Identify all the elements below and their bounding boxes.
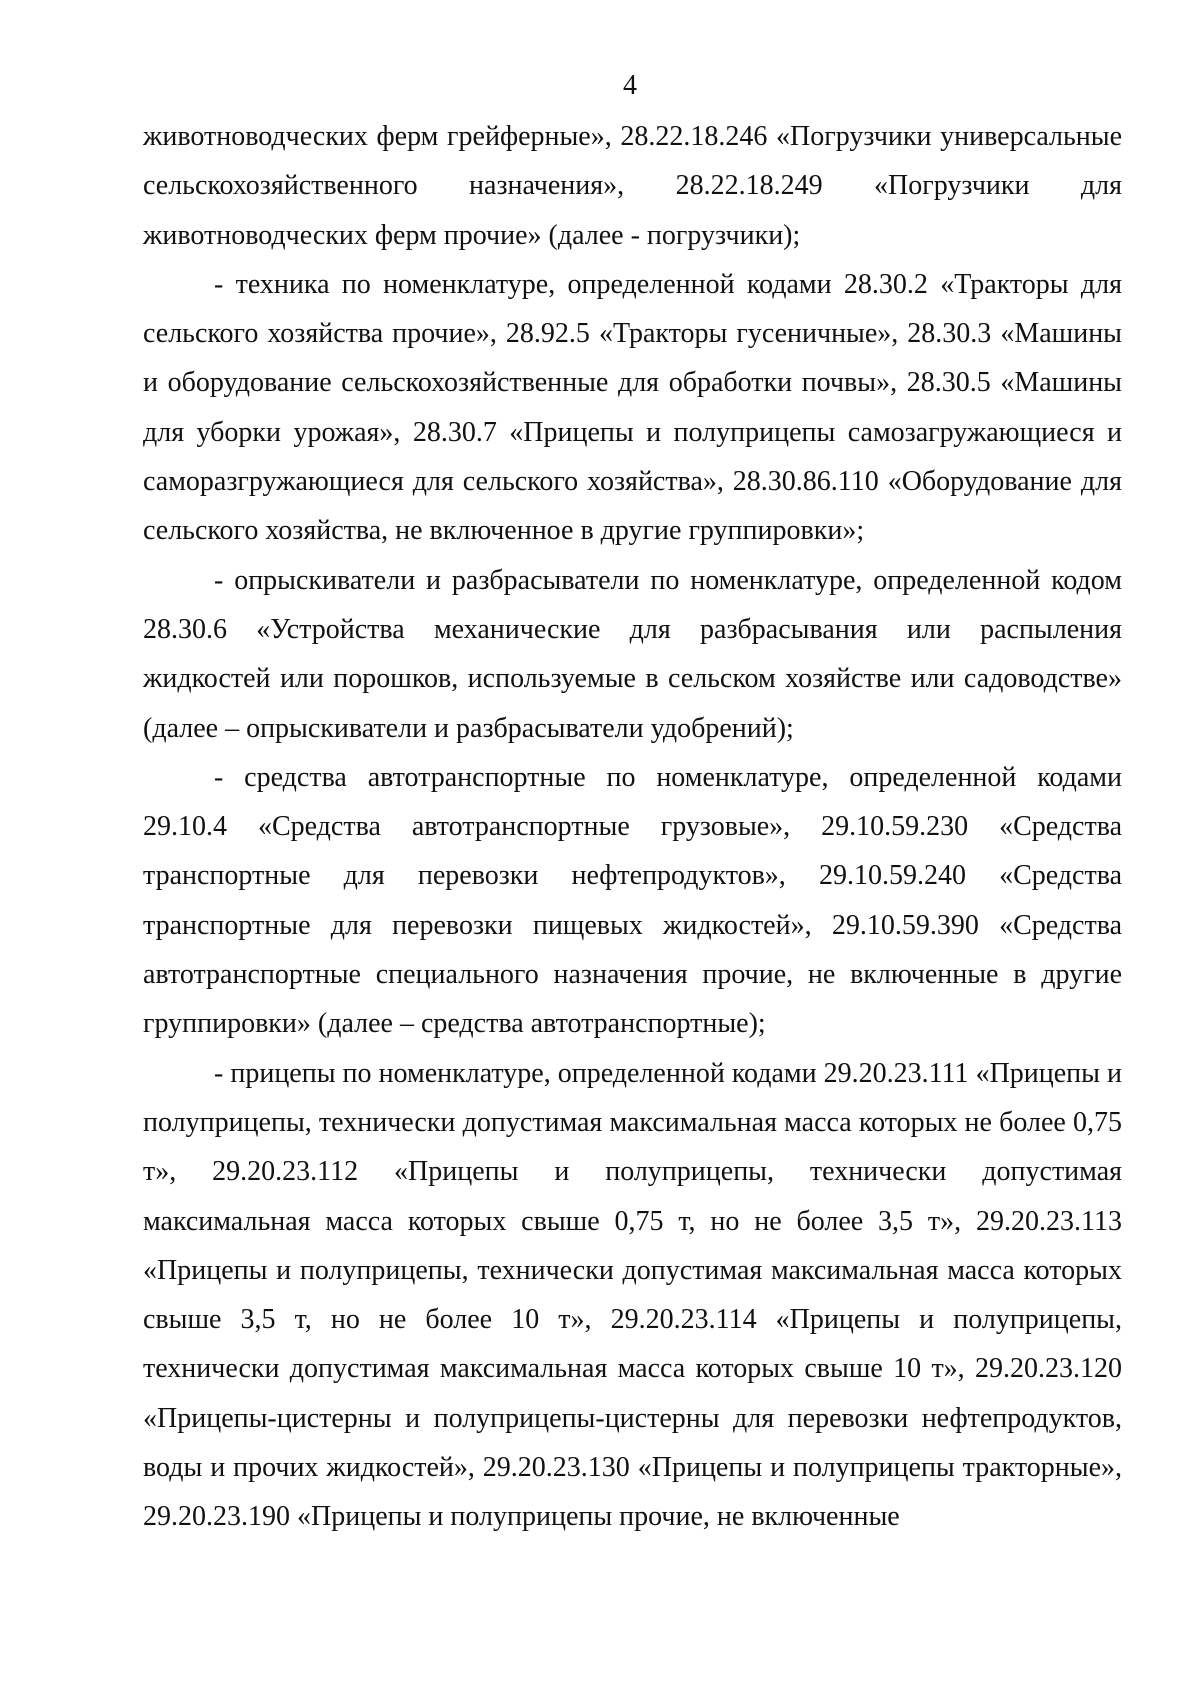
paragraph-agricultural-machinery: - техника по номенклатуре, определенной кодами 28.30.2 «Тракторы для сельского хозяйства прочие», 28.92.5 «Тракторы гусеничные», 28.30.3 «Машины и оборудование сельскохозяйственные для обработки почвы», 28.30.5 «Машины для уборки урожая», 28.30.7 «Прицепы и полуприцепы самозагружающиеся и саморазгружающиеся для сельского хозяйства», 28.30.86.110 «Оборудование для сельского хозяйства, не включенное в другие группировки»; [143, 268, 1122, 547]
document-body [143, 112, 1122, 1542]
paragraph-continuation: животноводческих ферм грейферные», 28.22.18.246 «Погрузчики универсальные сельскохозяйственного назначения», 28.22.18.249 «Погрузчики для животноводческих ферм прочие» (далее - погрузчики); [143, 121, 1122, 251]
paragraph-sprayers-spreaders: - опрыскиватели и разбрасыватели по номенклатуре, определенной кодом 28.30.6 «Устройства механические для разбрасывания или распыления жидкостей или порошков, используемые в сельском хозяйстве или садоводстве» (далее – опрыскиватели и разбрасыватели удобрений); [143, 564, 1122, 744]
paragraph-trailers: - прицепы по номенклатуре, определенной кодами 29.20.23.111 «Прицепы и полуприцепы, технически допустимая максимальная масса которых не более 0,75 т», 29.20.23.112 «Прицепы и полуприцепы, технически допустимая максимальная масса которых свыше 0,75 т, но не более 3,5 т», 29.20.23.113 «Прицепы и полуприцепы, технически допустимая максимальная масса которых свыше 3,5 т, но не более 10 т», 29.20.23.114 «Прицепы и полуприцепы, технически допустимая максимальная масса которых свыше 10 т», 29.20.23.120 «Прицепы-цистерны и полуприцепы-цистерны для перевозки нефтепродуктов, воды и прочих жидкостей», 29.20.23.130 «Прицепы и полуприцепы тракторные», 29.20.23.190 «Прицепы и полуприцепы прочие, не включенные [143, 1057, 1122, 1533]
page-number: 4 [623, 70, 637, 101]
paragraph-motor-vehicles: - средства автотранспортные по номенклатуре, определенной кодами 29.10.4 «Средства автотранспортные грузовые», 29.10.59.230 «Средства транспортные для перевозки нефтепродуктов», 29.10.59.240 «Средства транспортные для перевозки пищевых жидкостей», 29.10.59.390 «Средства автотранспортные специального назначения прочие, не включенные в другие группировки» (далее – средства автотранспортные); [143, 761, 1122, 1040]
